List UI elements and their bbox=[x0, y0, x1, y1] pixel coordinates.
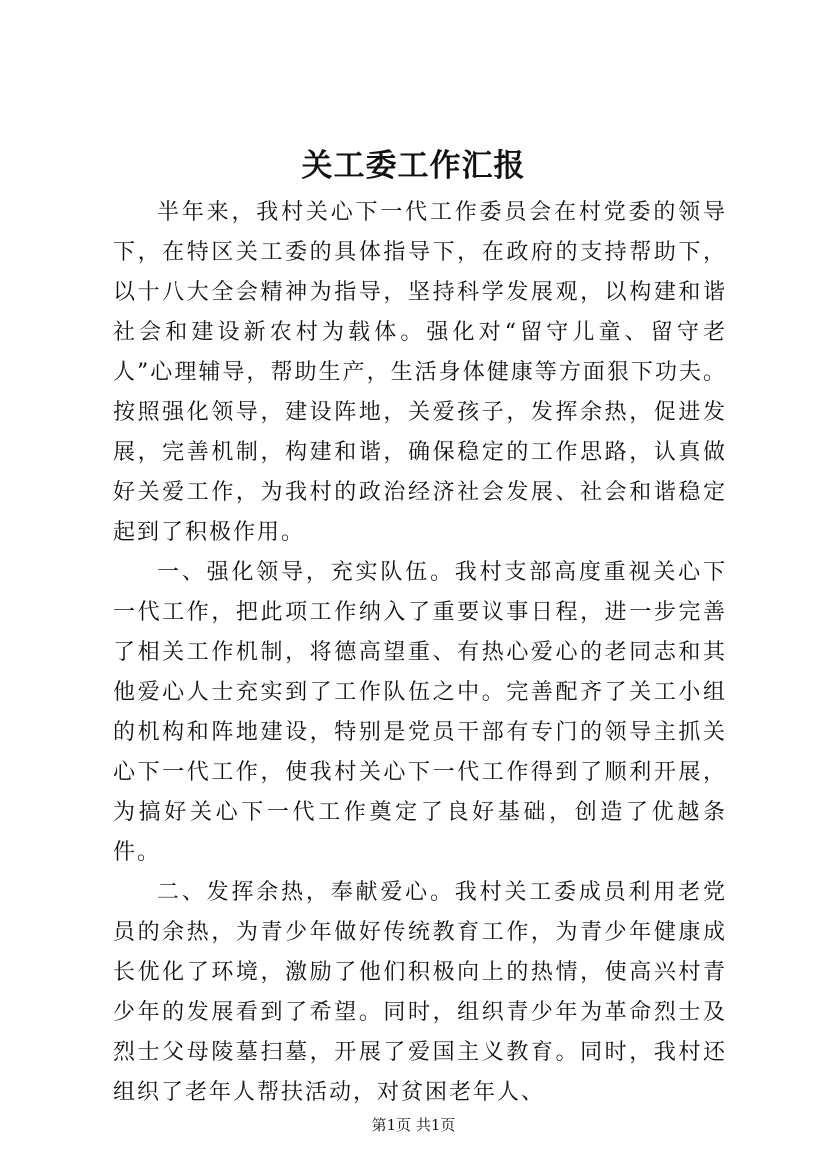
paragraph-section-two: 二、发挥余热，奉献爱心。我村关工委成员利用老党员的余热，为青少年做好传统教育工作，为青少年健康成长优化了环境，激励了他们积极向上的热情，使高兴村青少年的发展看到了希望。同时，组织青少年为革命烈士及烈士父母陵墓扫墓，开展了爱国主义教育。同时，我村还组织了老年人帮扶活动，对贫困老年人、 bbox=[113, 880, 727, 1105]
page-footer: 第1页 共1页 bbox=[371, 1116, 456, 1134]
paragraph-section-one: 一、强化领导，充实队伍。我村支部高度重视关心下一代工作，把此项工作纳入了重要议事日程，进一步完善了相关工作机制，将德高望重、有热心爱心的老同志和其他爱心人士充实到了工作队伍之中。完善配齐了关工小组的机构和阵地建设，特别是党员干部有专门的领导主抓关心下一代工作，使我村关心下一代工作得到了顺利开展，为搞好关心下一代工作奠定了良好基础，创造了优越条件。 bbox=[113, 560, 727, 865]
paragraph-intro: 半年来，我村关心下一代工作委员会在村党委的领导下，在特区关工委的具体指导下，在政府的支持帮助下，以十八大全会精神为指导，坚持科学发展观，以构建和谐社会和建设新农村为载体。强化对“留守儿童、留守老人”心理辅导，帮助生产，生活身体健康等方面狠下功夫。按照强化领导，建设阵地，关爱孩子，发挥余热，促进发展，完善机制，构建和谐，确保稳定的工作思路，认真做好关爱工作，为我村的政治经济社会发展、社会和谐稳定起到了积极作用。 bbox=[113, 200, 727, 545]
document-title: 关工委工作汇报 bbox=[301, 148, 526, 184]
document-body bbox=[113, 193, 727, 1113]
